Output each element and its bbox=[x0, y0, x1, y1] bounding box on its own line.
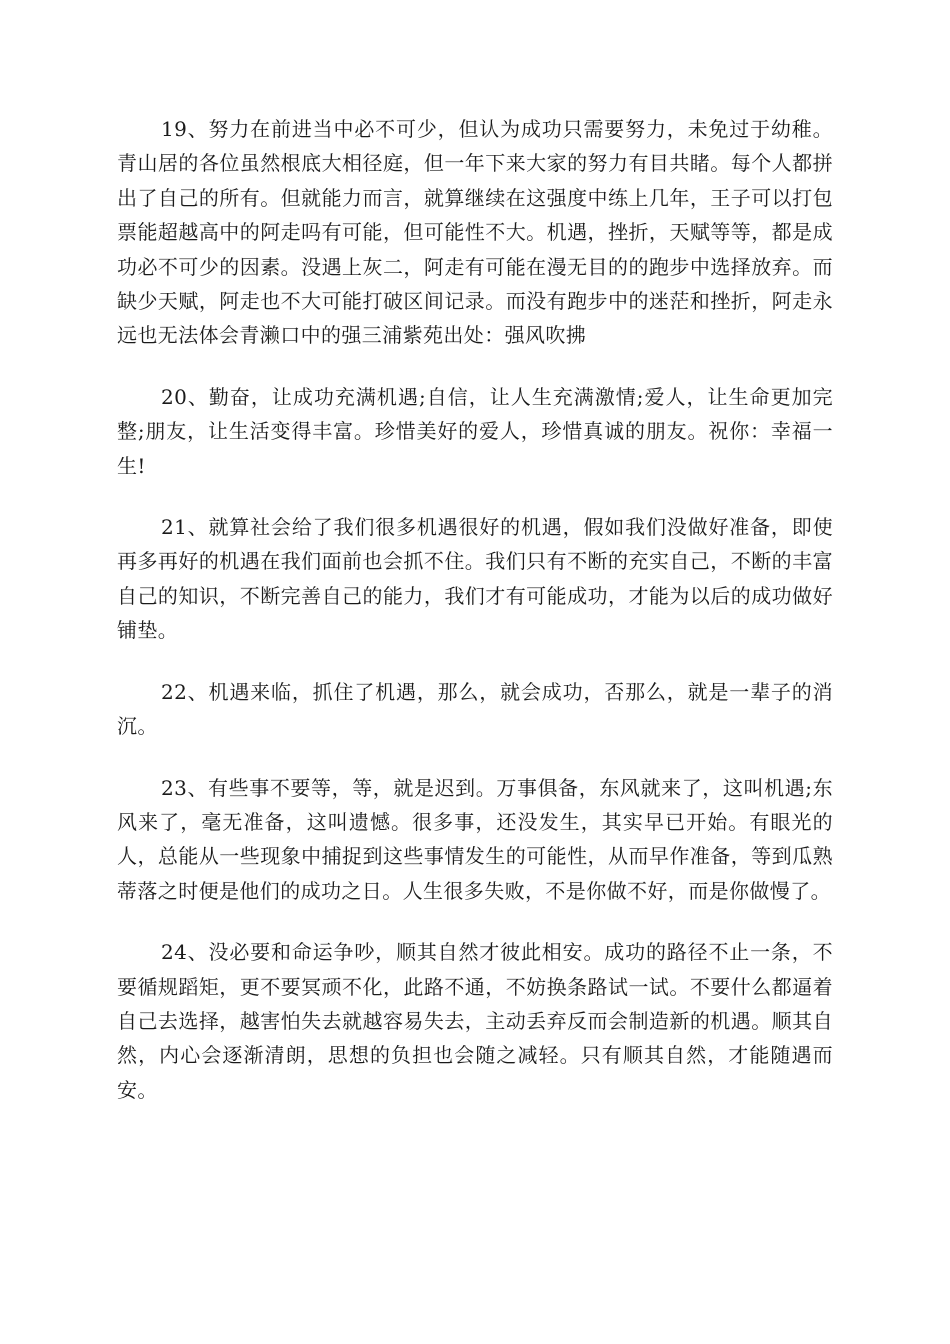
paragraph-19: 19、努力在前进当中必不可少，但认为成功只需要努力，未免过于幼稚。青山居的各位虽然根底大相径庭，但一年下来大家的努力有目共睹。每个人都拼出了自己的所有。但就能力而言，就算继续在这强度中练上几年，王子可以打包票能超越高中的阿走吗有可能，但可能性不大。机遇，挫折，天赋等等，都是成功必不可少的因素。没遇上灰二，阿走有可能在漫无目的的跑步中选择放弃。而缺少天赋，阿走也不大可能打破区间记录。而没有跑步中的迷茫和挫折，阿走永远也无法体会青濑口中的强三浦紫苑出处：强风吹拂 bbox=[117, 117, 833, 348]
document-body bbox=[117, 112, 833, 1134]
paragraph-23: 23、有些事不要等，等，就是迟到。万事俱备，东风就来了，这叫机遇;东风来了，毫无准备，这叫遗憾。很多事，还没发生，其实早已开始。有眼光的人，总能从一些现象中捕捉到这些事情发生的可能性，从而早作准备，等到瓜熟蒂落之时便是他们的成功之日。人生很多失败，不是你做不好，而是你做慢了。 bbox=[117, 775, 833, 903]
paragraph-22: 22、机遇来临，抓住了机遇，那么，就会成功，否那么，就是一辈子的消沉。 bbox=[117, 679, 833, 739]
paragraph-20: 20、勤奋，让成功充满机遇;自信，让人生充满激情;爱人，让生命更加完整;朋友，让生活变得丰富。珍惜美好的爱人，珍惜真诚的朋友。祝你：幸福一生! bbox=[117, 384, 833, 478]
paragraph-21: 21、就算社会给了我们很多机遇很好的机遇，假如我们没做好准备，即使再多再好的机遇在我们面前也会抓不住。我们只有不断的充实自己，不断的丰富自己的知识，不断完善自己的能力，我们才有可能成功，才能为以后的成功做好铺垫。 bbox=[117, 515, 833, 643]
paragraph-24: 24、没必要和命运争吵，顺其自然才彼此相安。成功的路径不止一条，不要循规蹈矩，更不要冥顽不化，此路不通，不妨换条路试一试。不要什么都逼着自己去选择，越害怕失去就越容易失去，主动丢弃反而会制造新的机遇。顺其自然，内心会逐渐清朗，思想的负担也会随之减轻。只有顺其自然，才能随遇而安。 bbox=[117, 940, 833, 1102]
